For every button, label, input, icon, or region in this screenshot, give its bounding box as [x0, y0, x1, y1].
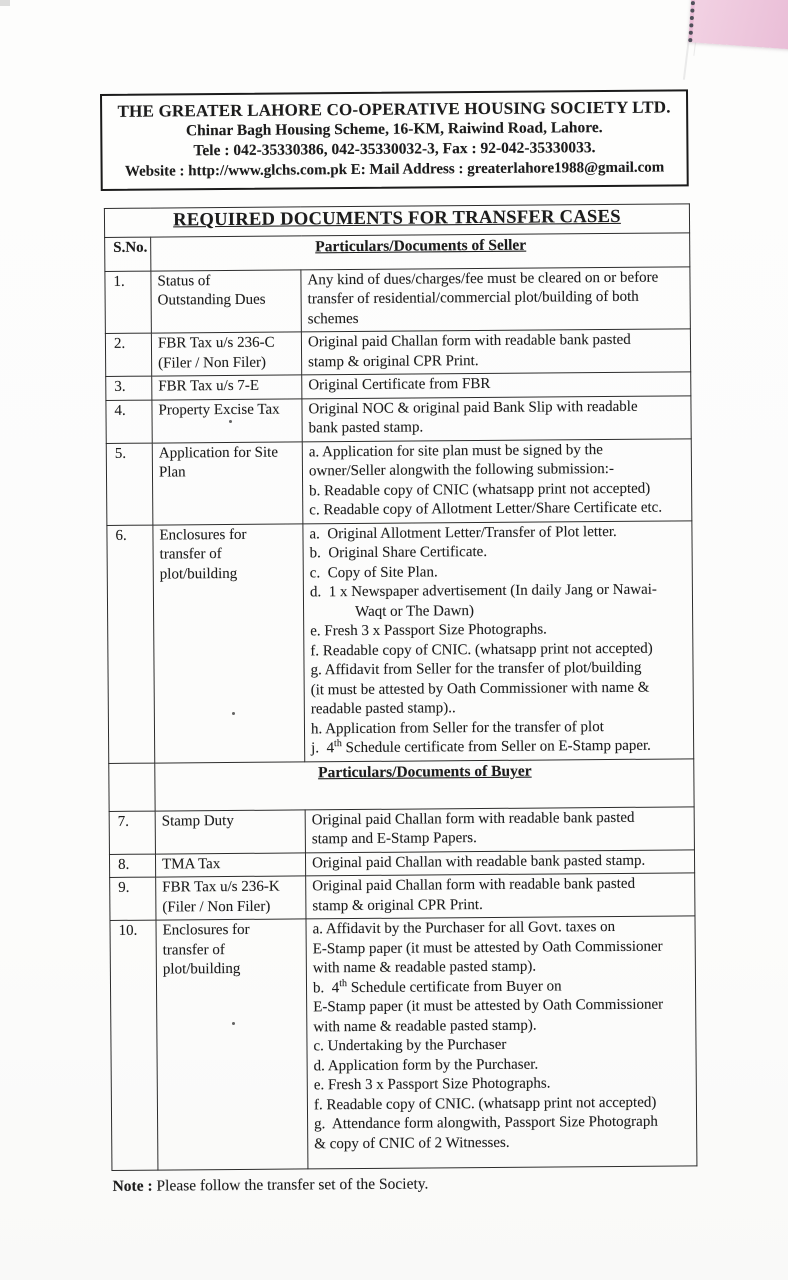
document-line: Original NOC & original paid Bank Slip with readable: [308, 398, 638, 417]
buyer-section-header: Particulars/Documents of Buyer: [318, 762, 532, 781]
document-line: with name & readable pasted stamp).: [313, 1017, 537, 1035]
document-line: Original Certificate from FBR: [308, 375, 491, 394]
documents-cell: [302, 395, 691, 441]
note-label: Note :: [112, 1177, 153, 1195]
document-line: c. Readable copy of Allotment Letter/Share Certificate etc.: [309, 499, 663, 519]
documents-cell: [301, 266, 690, 332]
table-row: [109, 806, 694, 854]
sno-cell: 9.: [110, 877, 156, 920]
sno-cell: 5.: [106, 443, 153, 525]
sno-cell: 4.: [106, 400, 152, 443]
document-line: owner/Seller alongwith the following submission:-: [308, 460, 614, 480]
document-line: j. 4th Schedule certificate from Seller on E-Stamp paper.: [311, 737, 651, 757]
document-line: E-Stamp paper (it must be attested by Oath Commissioner: [312, 938, 663, 957]
document-line: & copy of CNIC of 2 Witnesses.: [314, 1134, 510, 1152]
document-line: (it must be attested by Oath Commissioner with name &: [310, 679, 650, 698]
particulars-cell: FBR Tax u/s 7-E: [152, 375, 302, 400]
document-line: readable pasted stamp)..: [310, 700, 456, 718]
particulars-cell: TMA Tax: [155, 852, 305, 877]
document-line: c. Undertaking by the Purchaser: [313, 1036, 507, 1055]
document-line: Original paid Challan form with readable bank pasted: [311, 809, 635, 828]
document-line: Original paid Challan form with readable bank pasted: [307, 331, 631, 351]
particulars-cell: FBR Tax u/s 236-C (Filer / Non Filer): [151, 332, 301, 376]
table-header-row: [105, 232, 690, 271]
sticky-tab: [688, 0, 788, 50]
document-line: a. Original Allotment Letter/Transfer of Plot letter.: [309, 523, 617, 542]
document-line: Original paid Challan form with readable bank pasted: [312, 875, 636, 895]
sno-cell: 8.: [109, 854, 155, 878]
documents-cell: [302, 372, 691, 399]
document-line: g. Affidavit from Seller for the transfer of plot/building: [310, 659, 642, 679]
documents-cell: [305, 849, 694, 876]
society-address: Chinar Bagh Housing Scheme, 16-KM, Raiwind Road, Lahore.: [185, 119, 603, 140]
document-line: e. Fresh 3 x Passport Size Photographs.: [310, 621, 547, 640]
table-title-cell: [104, 204, 689, 237]
document-line: f. Readable copy of CNIC. (whatsapp print not accepted): [313, 1094, 657, 1113]
empty-sno-cell: [109, 763, 155, 811]
document-line: f. Readable copy of CNIC. (whatsapp print not accepted): [310, 640, 653, 659]
sno-header-cell: [105, 237, 151, 271]
table-title-row: [104, 204, 689, 237]
table-title: REQUIRED DOCUMENTS FOR TRANSFER CASES: [173, 206, 621, 231]
letterhead: [100, 89, 689, 191]
documents-cell: [302, 438, 692, 523]
required-documents-table: [104, 203, 698, 1171]
table-row: [107, 520, 694, 763]
particulars-cell: Enclosures for transfer of plot/building: [153, 523, 305, 762]
society-phone-fax: Tele : 042-35330386, 042-35330032-3, Fax : 92-042-35330033.: [193, 139, 596, 160]
seller-header-cell: [151, 232, 690, 270]
document-line: d. 1 x Newspaper advertisement (In daily Jang or Nawai-: [309, 581, 657, 601]
document-line: bank pasted stamp.: [308, 419, 424, 437]
document-line: Waqt or The Dawn): [310, 602, 475, 620]
documents-cell: [303, 520, 694, 761]
particulars-cell: Application for Site Plan: [152, 441, 303, 524]
documents-cell: [306, 916, 697, 1169]
table-row: [106, 438, 692, 525]
document-line: b. Readable copy of CNIC (whatsapp print not accepted): [309, 480, 651, 499]
sno-cell: 2.: [105, 333, 151, 376]
society-name: THE GREATER LAHORE CO-OPERATIVE HOUSING SOCIETY LTD.: [117, 97, 671, 121]
document-line: Any kind of dues/charges/fee must be cleared on or before: [307, 269, 659, 288]
table-row: [105, 329, 690, 377]
document-line: schemes: [307, 310, 359, 327]
particulars-cell: Stamp Duty: [155, 809, 305, 853]
sno-cell: 10.: [110, 920, 158, 1170]
particulars-cell: Property Excise Tax: [152, 398, 302, 442]
document-line: g. Attendance form alongwith, Passport Size Photograph: [314, 1113, 658, 1133]
sno-header: S.No.: [113, 239, 148, 256]
document-line: stamp and E-Stamp Papers.: [311, 830, 477, 848]
document-line: b. Original Share Certificate.: [309, 543, 488, 562]
document-line: a. Affidavit by the Purchaser for all Govt. taxes on: [312, 918, 616, 938]
table-row: [110, 916, 697, 1171]
society-website-email: Website : http://www.glchs.com.pk E: Mail Address : greaterlahore1988@gmail.com: [124, 159, 665, 180]
document-line: c. Copy of Site Plan.: [309, 563, 438, 581]
scan-artifact-speck: [0, 0, 10, 6]
document-line: transfer of residential/commercial plot/building of both: [307, 288, 639, 308]
note-text: Please follow the transfer set of the Society.: [152, 1175, 429, 1195]
document-line: Original paid Challan with readable bank pasted stamp.: [311, 852, 646, 871]
document-line: b. 4th Schedule certificate from Buyer on: [312, 977, 562, 996]
document-line: e. Fresh 3 x Passport Size Photographs.: [313, 1075, 551, 1094]
buyer-header-row: [109, 758, 694, 811]
document-line: stamp & original CPR Print.: [308, 352, 479, 370]
particulars-cell: FBR Tax u/s 236-K (Filer / Non Filer): [156, 876, 306, 920]
sno-cell: 1.: [105, 271, 151, 334]
document-content: [100, 89, 701, 1196]
table-row: [105, 266, 690, 333]
seller-section-header: Particulars/Documents of Seller: [315, 236, 527, 255]
document-line: E-Stamp paper (it must be attested by Oath Commissioner: [313, 996, 664, 1016]
document-line: h. Application from Seller for the transfer of plot: [310, 718, 604, 737]
documents-cell: [305, 806, 694, 852]
documents-cell: [301, 329, 690, 375]
sno-cell: 7.: [109, 811, 155, 854]
table-row: [110, 873, 695, 921]
document-line: a. Application for site plan must be signed by the: [308, 441, 603, 460]
document-line: with name & readable pasted stamp).: [312, 958, 537, 977]
table-row: [106, 395, 691, 443]
document-line: stamp & original CPR Print.: [312, 896, 483, 914]
footer-note: [113, 1173, 701, 1196]
sno-cell: 3.: [106, 376, 152, 400]
particulars-cell: Enclosures for transfer of plot/building: [156, 919, 308, 1170]
documents-cell: [306, 873, 695, 919]
document-line: d. Application form by the Purchaser.: [313, 1056, 539, 1074]
buyer-header-cell: [155, 758, 694, 810]
particulars-cell: Status of Outstanding Dues: [151, 269, 301, 333]
sno-cell: 6.: [107, 525, 155, 763]
